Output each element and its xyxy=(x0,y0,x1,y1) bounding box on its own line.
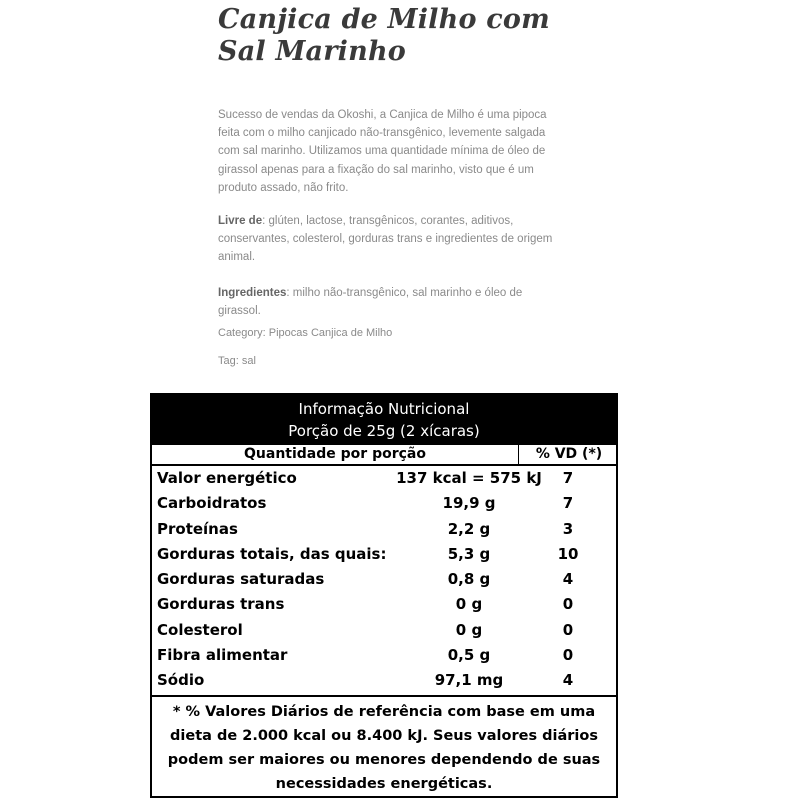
nutrition-row xyxy=(152,643,616,668)
nutrient-name: Gorduras trans xyxy=(157,595,285,614)
nutrition-row xyxy=(152,517,616,542)
nutrition-row xyxy=(152,567,616,592)
nutrient-name: Carboidratos xyxy=(157,494,267,513)
nutrient-amount: 19,9 g xyxy=(442,494,496,513)
nutrient-daily-value: 0 xyxy=(562,595,574,614)
nutrition-header xyxy=(152,395,616,445)
nutrient-daily-value: 10 xyxy=(557,544,579,563)
tag-link-sal[interactable]: sal xyxy=(241,355,256,367)
nutrient-amount: 137 kcal = 575 kJ xyxy=(396,469,542,487)
tag-label: Tag: xyxy=(218,355,239,367)
product-tags xyxy=(218,353,256,369)
nutrient-amount: 0,8 g xyxy=(447,570,491,589)
nutrient-name: Valor energético xyxy=(157,469,297,487)
nutrient-amount: 97,1 mg xyxy=(434,671,504,690)
free-of-label: Livre de xyxy=(218,215,263,227)
nutrition-title: Informação Nutricional xyxy=(298,400,470,418)
nutrition-row xyxy=(152,592,616,617)
nutrition-rows xyxy=(152,466,616,694)
column-daily-value: % VD (*) xyxy=(518,445,619,464)
nutrient-amount: 0 g xyxy=(455,595,483,614)
nutrient-name: Colesterol xyxy=(157,620,243,639)
category-link-canjica-de-milho[interactable]: Canjica de Milho xyxy=(310,327,393,339)
ingredients-text: : milho não-transgênico, sal marinho e óleo de girassol. xyxy=(218,287,523,318)
nutrient-amount: 5,3 g xyxy=(447,544,491,563)
nutrient-name: Gorduras saturadas xyxy=(157,570,325,589)
product-description: Sucesso de vendas da Okoshi, a Canjica de Milho é uma pipoca feita com o milho canjicado não-transgênico, levemente salgada com sal marinho. Utilizamos uma quantidade mínima de óleo de girassol apenas para a fixação do sal marinho, visto que é um produto assado, não frito. xyxy=(218,109,547,194)
nutrient-daily-value: 0 xyxy=(562,646,574,665)
nutrient-daily-value: 0 xyxy=(562,620,574,639)
free-of-text: : glúten, lactose, transgênicos, corantes, aditivos, conservantes, colesterol, gorduras trans e ingredientes de origem animal. xyxy=(218,215,553,264)
nutrient-name: Gorduras totais, das quais: xyxy=(157,544,387,563)
nutrition-row xyxy=(152,466,616,491)
nutrition-row xyxy=(152,668,616,693)
nutrition-row xyxy=(152,618,616,643)
nutrition-column-header xyxy=(152,445,616,466)
nutrient-daily-value: 4 xyxy=(562,671,574,690)
column-quantity: Quantidade por porção xyxy=(244,446,426,462)
ingredients-label: Ingredientes xyxy=(218,287,287,299)
nutrient-daily-value: 3 xyxy=(562,519,574,538)
nutrient-amount: 0,5 g xyxy=(447,646,491,665)
nutrition-portion: Porção de 25g (2 xícaras) xyxy=(288,422,480,440)
nutrient-name: Proteínas xyxy=(157,519,238,538)
nutrition-facts-table xyxy=(150,393,618,798)
nutrient-daily-value: 4 xyxy=(562,570,574,589)
nutrient-name: Sódio xyxy=(157,671,205,690)
free-of-paragraph xyxy=(218,212,568,267)
nutrient-daily-value: 7 xyxy=(562,469,574,487)
product-categories xyxy=(218,325,392,341)
category-link-pipocas[interactable]: Pipocas xyxy=(268,327,308,339)
nutrient-name: Fibra alimentar xyxy=(157,646,288,665)
nutrition-footnote: * % Valores Diários de referência com base em uma dieta de 2.000 kcal ou 8.400 kJ. Seus valores diários podem ser maiores ou menores dependendo de suas necessidades energéticas. xyxy=(152,695,616,796)
nutrient-amount: 2,2 g xyxy=(447,519,491,538)
nutrition-row xyxy=(152,491,616,516)
ingredients-paragraph xyxy=(218,284,568,320)
nutrient-daily-value: 7 xyxy=(562,494,574,513)
product-title: Canjica de Milho com Sal Marinho xyxy=(218,4,550,67)
category-label: Category: xyxy=(218,327,266,339)
nutrition-row xyxy=(152,542,616,567)
nutrient-amount: 0 g xyxy=(455,620,483,639)
